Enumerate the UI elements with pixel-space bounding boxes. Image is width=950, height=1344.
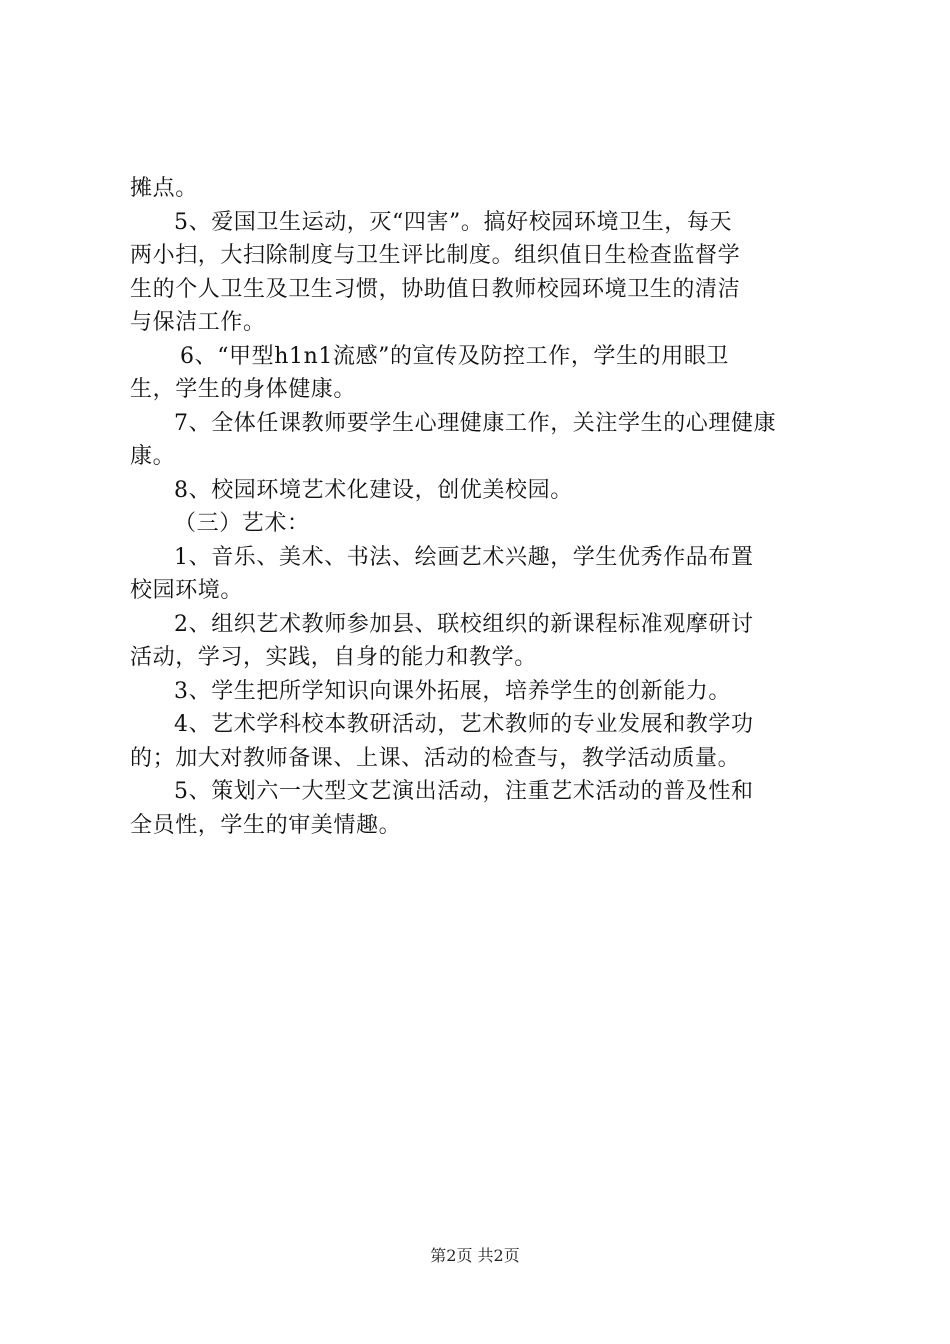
text-line: 8、校园环境艺术化建设，创优美校园。 (174, 477, 573, 503)
text-line: 生，学生的身体健康。 (130, 377, 357, 402)
text-line: 摊点。 (130, 176, 198, 201)
text-line: 3、学生把所学知识向课外拓展，培养学生的创新能力。 (174, 678, 731, 704)
text-line: 的；加大对教师备课、上课、活动的检查与，教学活动质量。 (130, 745, 741, 771)
text-line: 1、音乐、美术、书法、绘画艺术兴趣，学生优秀作品布置 (174, 544, 754, 570)
document-body (130, 172, 830, 842)
text-line: 5、爱国卫生运动，灭“四害”。搞好校园环境卫生，每天 (174, 209, 733, 235)
text-line: 2、组织艺术教师参加县、联校组织的新课程标准观摩研讨 (174, 611, 754, 637)
text-line: 两小扫，大扫除制度与卫生评比制度。组织值日生检查监督学 (130, 243, 741, 268)
section-heading: （三）艺术： (174, 511, 310, 536)
text-line: 校园环境。 (130, 578, 244, 603)
page-number: 第2页 共2页 (430, 1246, 520, 1265)
text-line: 6、“甲型h1n1流感”的宣传及防控工作，学生的用眼卫 (180, 343, 730, 369)
text-line: 与保洁工作。 (130, 310, 266, 335)
text-line: 5、策划六一大型文艺演出活动，注重艺术活动的普及性和 (174, 779, 754, 804)
text-line: 活动，学习，实践，自身的能力和教学。 (130, 645, 537, 670)
text-line: 4、艺术学科校本教研活动，艺术教师的专业发展和教学功 (174, 712, 754, 737)
text-line: 康。 (130, 444, 176, 469)
text-line: 7、全体任课教师要学生心理健康工作，关注学生的心理健康 (174, 410, 777, 436)
text-line: 生的个人卫生及卫生习惯，协助值日教师校园环境卫生的清洁 (130, 276, 741, 302)
text-line: 全员性，学生的审美情趣。 (130, 812, 402, 838)
